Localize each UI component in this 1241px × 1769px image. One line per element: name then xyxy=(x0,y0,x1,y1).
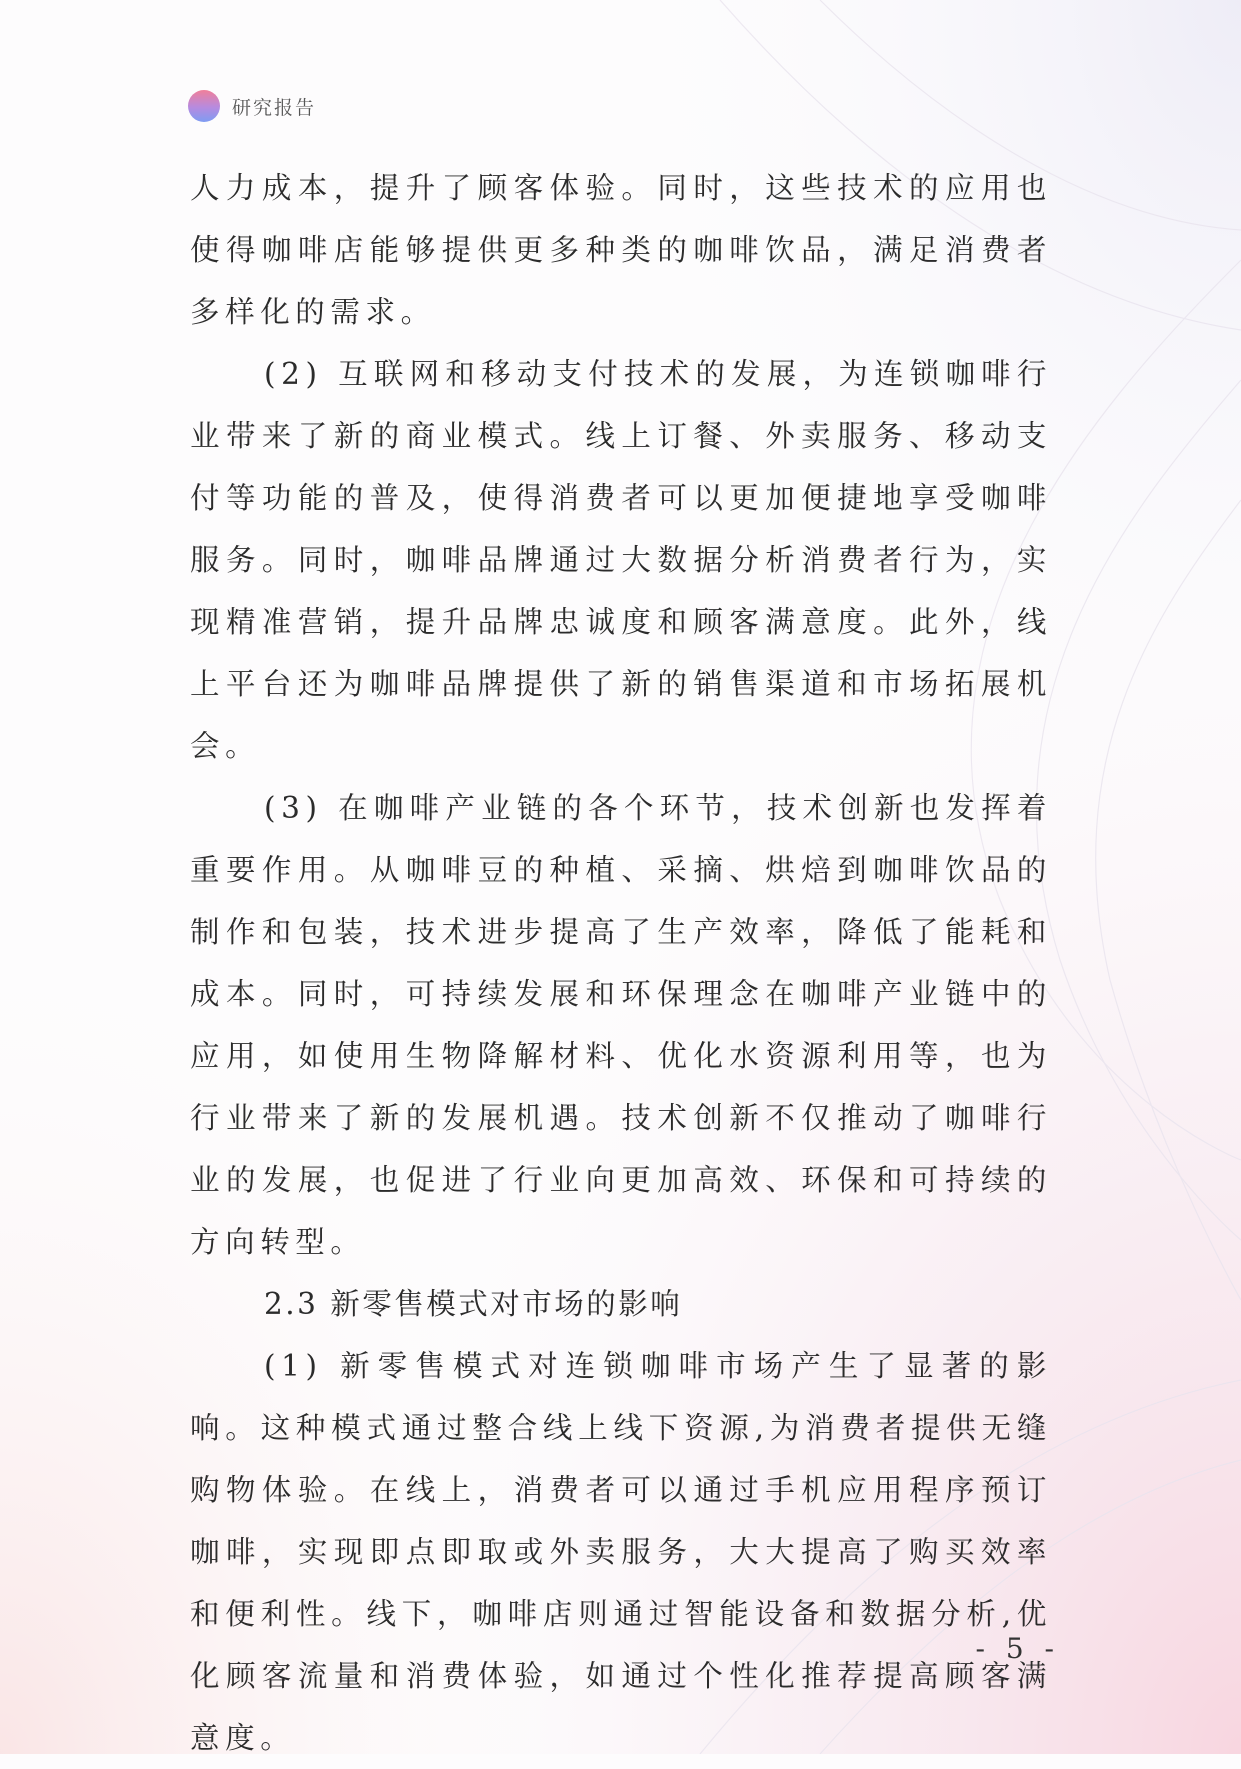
header-title: 研究报告 xyxy=(232,96,317,119)
paragraph-section-point-1: (1) 新零售模式对连锁咖啡市场产生了显著的影响。这种模式通过整合线上线下资源,为消费者提供无缝购物体验。在线上，消费者可以通过手机应用程序预订咖啡，实现即点即取或外卖服务，大大提高了购买效率和便利性。线下，咖啡店则通过智能设备和数据分析,优化顾客流量和消费体验，如通过个性化推荐提高顾客满意度。 xyxy=(190,1349,1052,1755)
page-number: - 5 - xyxy=(975,1632,1060,1665)
paragraph-point-3: (3) 在咖啡产业链的各个环节，技术创新也发挥着重要作用。从咖啡豆的种植、采摘、烘焙到咖啡饮品的制作和包装，技术进步提高了生产效率，降低了能耗和成本。同时，可持续发展和环保理念在咖啡产业链中的应用，如使用生物降解材料、优化水资源利用等，也为行业带来了新的发展机遇。技术创新不仅推动了咖啡行业的发展，也促进了行业向更加高效、环保和可持续的方向转型。 xyxy=(190,791,1052,1259)
paragraph-point-2: (2) 互联网和移动支付技术的发展，为连锁咖啡行业带来了新的商业模式。线上订餐、外卖服务、移动支付等功能的普及，使得消费者可以更加便捷地享受咖啡服务。同时，咖啡品牌通过大数据分析消费者行为，实现精准营销，提升品牌忠诚度和顾客满意度。此外，线上平台还为咖啡品牌提供了新的销售渠道和市场拓展机会。 xyxy=(190,357,1052,763)
logo-circle-icon xyxy=(188,90,220,122)
document-body xyxy=(190,157,1052,1769)
report-header xyxy=(188,90,316,122)
section-heading: 2.3 新零售模式对市场的影响 xyxy=(264,1287,683,1321)
paragraph-continued: 人力成本，提升了顾客体验。同时，这些技术的应用也使得咖啡店能够提供更多种类的咖啡饮品，满足消费者多样化的需求。 xyxy=(190,171,1052,329)
